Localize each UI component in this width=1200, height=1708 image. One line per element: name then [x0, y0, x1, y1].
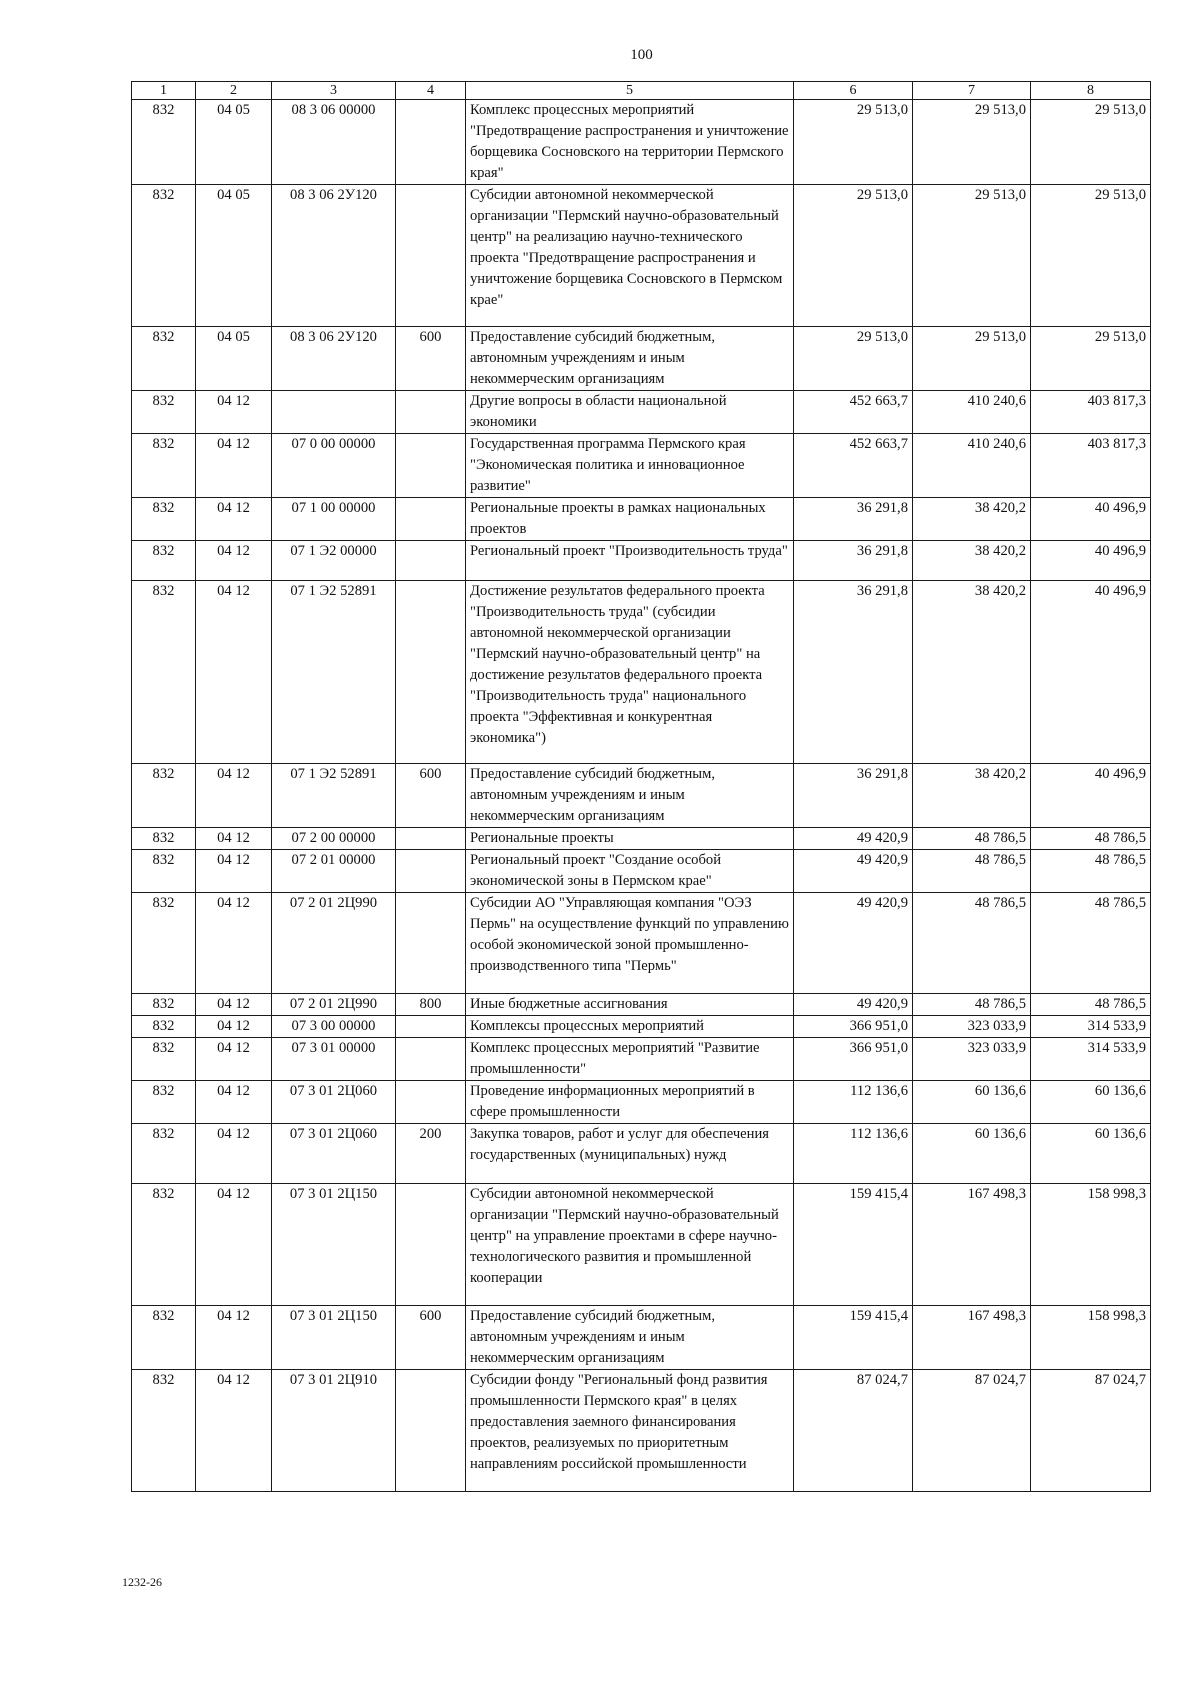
- table-row: [132, 1306, 1151, 1370]
- table-header-row: [132, 82, 1151, 100]
- description-cell: Региональный проект "Создание особой экономической зоны в Пермском крае": [466, 850, 794, 893]
- table-row: [132, 893, 1151, 994]
- amount-year1-cell: 159 415,4: [794, 1306, 913, 1370]
- column-header: 6: [794, 82, 913, 100]
- amount-year2-cell: 38 420,2: [913, 581, 1031, 764]
- amount-year1-cell: 159 415,4: [794, 1184, 913, 1306]
- amount-year1-cell: 29 513,0: [794, 327, 913, 391]
- amount-year2-cell: 29 513,0: [913, 327, 1031, 391]
- expense-type-cell: [396, 581, 466, 764]
- section-code-cell: 04 12: [196, 893, 272, 994]
- admin-code-cell: 832: [132, 828, 196, 850]
- amount-year1-cell: 29 513,0: [794, 100, 913, 185]
- amount-year1-cell: 452 663,7: [794, 391, 913, 434]
- admin-code-cell: 832: [132, 498, 196, 541]
- description-cell: Проведение информационных мероприятий в сфере промышленности: [466, 1081, 794, 1124]
- amount-year2-cell: 48 786,5: [913, 828, 1031, 850]
- admin-code-cell: 832: [132, 327, 196, 391]
- section-code-cell: 04 12: [196, 1016, 272, 1038]
- section-code-cell: 04 12: [196, 581, 272, 764]
- section-code-cell: 04 12: [196, 541, 272, 581]
- amount-year3-cell: 48 786,5: [1031, 828, 1151, 850]
- amount-year1-cell: 49 420,9: [794, 828, 913, 850]
- admin-code-cell: 832: [132, 1016, 196, 1038]
- target-article-cell: 07 0 00 00000: [272, 434, 396, 498]
- expense-type-cell: [396, 828, 466, 850]
- column-header: 2: [196, 82, 272, 100]
- amount-year2-cell: 167 498,3: [913, 1184, 1031, 1306]
- section-code-cell: 04 12: [196, 1038, 272, 1081]
- amount-year1-cell: 366 951,0: [794, 1038, 913, 1081]
- target-article-cell: 07 2 00 00000: [272, 828, 396, 850]
- expense-type-cell: [396, 850, 466, 893]
- admin-code-cell: 832: [132, 764, 196, 828]
- table-row: [132, 1184, 1151, 1306]
- target-article-cell: 07 1 00 00000: [272, 498, 396, 541]
- table-row: [132, 581, 1151, 764]
- amount-year2-cell: 29 513,0: [913, 185, 1031, 327]
- description-cell: Иные бюджетные ассигнования: [466, 994, 794, 1016]
- target-article-cell: 07 1 Э2 00000: [272, 541, 396, 581]
- table-row: [132, 1038, 1151, 1081]
- amount-year2-cell: 38 420,2: [913, 764, 1031, 828]
- section-code-cell: 04 05: [196, 100, 272, 185]
- document-code: 1232-26: [122, 1575, 162, 1589]
- target-article-cell: [272, 391, 396, 434]
- amount-year2-cell: 167 498,3: [913, 1306, 1031, 1370]
- table-body: [132, 82, 1151, 1492]
- amount-year1-cell: 49 420,9: [794, 850, 913, 893]
- section-code-cell: 04 05: [196, 185, 272, 327]
- expense-type-cell: [396, 1184, 466, 1306]
- amount-year3-cell: 40 496,9: [1031, 764, 1151, 828]
- table-row: [132, 498, 1151, 541]
- expense-type-cell: [396, 185, 466, 327]
- table-row: [132, 1081, 1151, 1124]
- target-article-cell: 07 1 Э2 52891: [272, 764, 396, 828]
- table-row: [132, 994, 1151, 1016]
- amount-year3-cell: 314 533,9: [1031, 1038, 1151, 1081]
- admin-code-cell: 832: [132, 1038, 196, 1081]
- description-cell: Субсидии АО "Управляющая компания "ОЭЗ Пермь" на осуществление функций по управлению особой экономической зоной промышленно-производственного типа "Пермь": [466, 893, 794, 994]
- admin-code-cell: 832: [132, 185, 196, 327]
- section-code-cell: 04 12: [196, 1184, 272, 1306]
- description-cell: Предоставление субсидий бюджетным, автономным учреждениям и иным некоммерческим организациям: [466, 1306, 794, 1370]
- table-row: [132, 541, 1151, 581]
- amount-year2-cell: 48 786,5: [913, 893, 1031, 994]
- target-article-cell: 08 3 06 2У120: [272, 327, 396, 391]
- description-cell: Другие вопросы в области национальной экономики: [466, 391, 794, 434]
- table-row: [132, 764, 1151, 828]
- target-article-cell: 07 3 01 00000: [272, 1038, 396, 1081]
- description-cell: Предоставление субсидий бюджетным, автономным учреждениям и иным некоммерческим организациям: [466, 764, 794, 828]
- admin-code-cell: 832: [132, 1124, 196, 1184]
- description-cell: Субсидии автономной некоммерческой организации "Пермский научно-образовательный центр" на реализацию научно-технического проекта "Предотвращение распространения и уничтожение борщевика Сосновского в Пермском крае": [466, 185, 794, 327]
- expense-type-cell: [396, 893, 466, 994]
- amount-year3-cell: 48 786,5: [1031, 994, 1151, 1016]
- section-code-cell: 04 05: [196, 327, 272, 391]
- target-article-cell: 07 1 Э2 52891: [272, 581, 396, 764]
- section-code-cell: 04 12: [196, 434, 272, 498]
- description-cell: Региональные проекты в рамках национальных проектов: [466, 498, 794, 541]
- section-code-cell: 04 12: [196, 1081, 272, 1124]
- target-article-cell: 07 2 01 2Ц990: [272, 893, 396, 994]
- amount-year1-cell: 366 951,0: [794, 1016, 913, 1038]
- description-cell: Региональный проект "Производительность труда": [466, 541, 794, 581]
- expense-type-cell: [396, 391, 466, 434]
- section-code-cell: 04 12: [196, 1124, 272, 1184]
- description-cell: Региональные проекты: [466, 828, 794, 850]
- admin-code-cell: 832: [132, 1184, 196, 1306]
- target-article-cell: 08 3 06 2У120: [272, 185, 396, 327]
- budget-table: [131, 81, 1151, 1492]
- amount-year3-cell: 158 998,3: [1031, 1184, 1151, 1306]
- description-cell: Достижение результатов федерального проекта "Производительность труда" (субсидии автономной некоммерческой организации "Пермский научно-образовательный центр" на достижение результатов федерального проекта "Производительность труда" национального проекта "Эффективная и конкурентная экономика"): [466, 581, 794, 764]
- expense-type-cell: 600: [396, 764, 466, 828]
- table-row: [132, 391, 1151, 434]
- amount-year2-cell: 29 513,0: [913, 100, 1031, 185]
- column-header: 7: [913, 82, 1031, 100]
- amount-year2-cell: 323 033,9: [913, 1038, 1031, 1081]
- amount-year1-cell: 36 291,8: [794, 541, 913, 581]
- description-cell: Комплекс процессных мероприятий "Предотвращение распространения и уничтожение борщевика Сосновского на территории Пермского края": [466, 100, 794, 185]
- amount-year1-cell: 452 663,7: [794, 434, 913, 498]
- admin-code-cell: 832: [132, 1370, 196, 1492]
- target-article-cell: 07 3 01 2Ц150: [272, 1184, 396, 1306]
- amount-year3-cell: 29 513,0: [1031, 327, 1151, 391]
- amount-year1-cell: 49 420,9: [794, 994, 913, 1016]
- expense-type-cell: 600: [396, 1306, 466, 1370]
- amount-year2-cell: 60 136,6: [913, 1124, 1031, 1184]
- page-number: 100: [630, 47, 653, 63]
- column-header: 3: [272, 82, 396, 100]
- target-article-cell: 07 2 01 00000: [272, 850, 396, 893]
- amount-year2-cell: 410 240,6: [913, 391, 1031, 434]
- amount-year2-cell: 38 420,2: [913, 541, 1031, 581]
- table-row: [132, 1124, 1151, 1184]
- target-article-cell: 08 3 06 00000: [272, 100, 396, 185]
- expense-type-cell: [396, 541, 466, 581]
- admin-code-cell: 832: [132, 850, 196, 893]
- section-code-cell: 04 12: [196, 498, 272, 541]
- section-code-cell: 04 12: [196, 764, 272, 828]
- target-article-cell: 07 3 01 2Ц060: [272, 1124, 396, 1184]
- expense-type-cell: [396, 498, 466, 541]
- amount-year1-cell: 36 291,8: [794, 581, 913, 764]
- amount-year1-cell: 87 024,7: [794, 1370, 913, 1492]
- description-cell: Государственная программа Пермского края "Экономическая политика и инновационное развитие": [466, 434, 794, 498]
- admin-code-cell: 832: [132, 541, 196, 581]
- target-article-cell: 07 3 01 2Ц060: [272, 1081, 396, 1124]
- amount-year3-cell: 40 496,9: [1031, 498, 1151, 541]
- table-row: [132, 327, 1151, 391]
- expense-type-cell: [396, 1081, 466, 1124]
- target-article-cell: 07 3 00 00000: [272, 1016, 396, 1038]
- amount-year2-cell: 410 240,6: [913, 434, 1031, 498]
- expense-type-cell: [396, 434, 466, 498]
- table-row: [132, 1016, 1151, 1038]
- amount-year2-cell: 323 033,9: [913, 1016, 1031, 1038]
- amount-year3-cell: 60 136,6: [1031, 1081, 1151, 1124]
- admin-code-cell: 832: [132, 994, 196, 1016]
- target-article-cell: 07 3 01 2Ц910: [272, 1370, 396, 1492]
- column-header: 8: [1031, 82, 1151, 100]
- amount-year1-cell: 112 136,6: [794, 1081, 913, 1124]
- table-row: [132, 434, 1151, 498]
- target-article-cell: 07 2 01 2Ц990: [272, 994, 396, 1016]
- amount-year2-cell: 87 024,7: [913, 1370, 1031, 1492]
- expense-type-cell: [396, 1016, 466, 1038]
- amount-year3-cell: 158 998,3: [1031, 1306, 1151, 1370]
- description-cell: Субсидии автономной некоммерческой организации "Пермский научно-образовательный центр" на управление проектами в сфере научно-технологического развития и промышленной кооперации: [466, 1184, 794, 1306]
- target-article-cell: 07 3 01 2Ц150: [272, 1306, 396, 1370]
- expense-type-cell: [396, 1038, 466, 1081]
- column-header: 5: [466, 82, 794, 100]
- table-row: [132, 100, 1151, 185]
- amount-year3-cell: 314 533,9: [1031, 1016, 1151, 1038]
- expense-type-cell: [396, 1370, 466, 1492]
- amount-year2-cell: 48 786,5: [913, 994, 1031, 1016]
- section-code-cell: 04 12: [196, 828, 272, 850]
- expense-type-cell: 200: [396, 1124, 466, 1184]
- description-cell: Предоставление субсидий бюджетным, автономным учреждениям и иным некоммерческим организациям: [466, 327, 794, 391]
- column-header: 4: [396, 82, 466, 100]
- expense-type-cell: 600: [396, 327, 466, 391]
- amount-year2-cell: 48 786,5: [913, 850, 1031, 893]
- amount-year3-cell: 40 496,9: [1031, 541, 1151, 581]
- section-code-cell: 04 12: [196, 1370, 272, 1492]
- section-code-cell: 04 12: [196, 391, 272, 434]
- amount-year3-cell: 40 496,9: [1031, 581, 1151, 764]
- amount-year1-cell: 36 291,8: [794, 764, 913, 828]
- description-cell: Субсидии фонду "Региональный фонд развития промышленности Пермского края" в целях предоставления заемного финансирования проектов, реализуемых по приоритетным направлениям российской промышленности: [466, 1370, 794, 1492]
- amount-year1-cell: 36 291,8: [794, 498, 913, 541]
- expense-type-cell: [396, 100, 466, 185]
- column-header: 1: [132, 82, 196, 100]
- table-row: [132, 828, 1151, 850]
- description-cell: Комплекс процессных мероприятий "Развитие промышленности": [466, 1038, 794, 1081]
- section-code-cell: 04 12: [196, 994, 272, 1016]
- description-cell: Закупка товаров, работ и услуг для обеспечения государственных (муниципальных) нужд: [466, 1124, 794, 1184]
- amount-year1-cell: 112 136,6: [794, 1124, 913, 1184]
- amount-year3-cell: 60 136,6: [1031, 1124, 1151, 1184]
- amount-year3-cell: 29 513,0: [1031, 100, 1151, 185]
- amount-year2-cell: 60 136,6: [913, 1081, 1031, 1124]
- table-row: [132, 1370, 1151, 1492]
- amount-year3-cell: 403 817,3: [1031, 391, 1151, 434]
- section-code-cell: 04 12: [196, 850, 272, 893]
- amount-year1-cell: 29 513,0: [794, 185, 913, 327]
- amount-year1-cell: 49 420,9: [794, 893, 913, 994]
- amount-year3-cell: 87 024,7: [1031, 1370, 1151, 1492]
- table-row: [132, 185, 1151, 327]
- admin-code-cell: 832: [132, 893, 196, 994]
- amount-year3-cell: 29 513,0: [1031, 185, 1151, 327]
- admin-code-cell: 832: [132, 100, 196, 185]
- section-code-cell: 04 12: [196, 1306, 272, 1370]
- amount-year3-cell: 48 786,5: [1031, 850, 1151, 893]
- admin-code-cell: 832: [132, 581, 196, 764]
- description-cell: Комплексы процессных мероприятий: [466, 1016, 794, 1038]
- admin-code-cell: 832: [132, 1306, 196, 1370]
- expense-type-cell: 800: [396, 994, 466, 1016]
- admin-code-cell: 832: [132, 434, 196, 498]
- table-row: [132, 850, 1151, 893]
- admin-code-cell: 832: [132, 391, 196, 434]
- amount-year3-cell: 48 786,5: [1031, 893, 1151, 994]
- amount-year3-cell: 403 817,3: [1031, 434, 1151, 498]
- admin-code-cell: 832: [132, 1081, 196, 1124]
- amount-year2-cell: 38 420,2: [913, 498, 1031, 541]
